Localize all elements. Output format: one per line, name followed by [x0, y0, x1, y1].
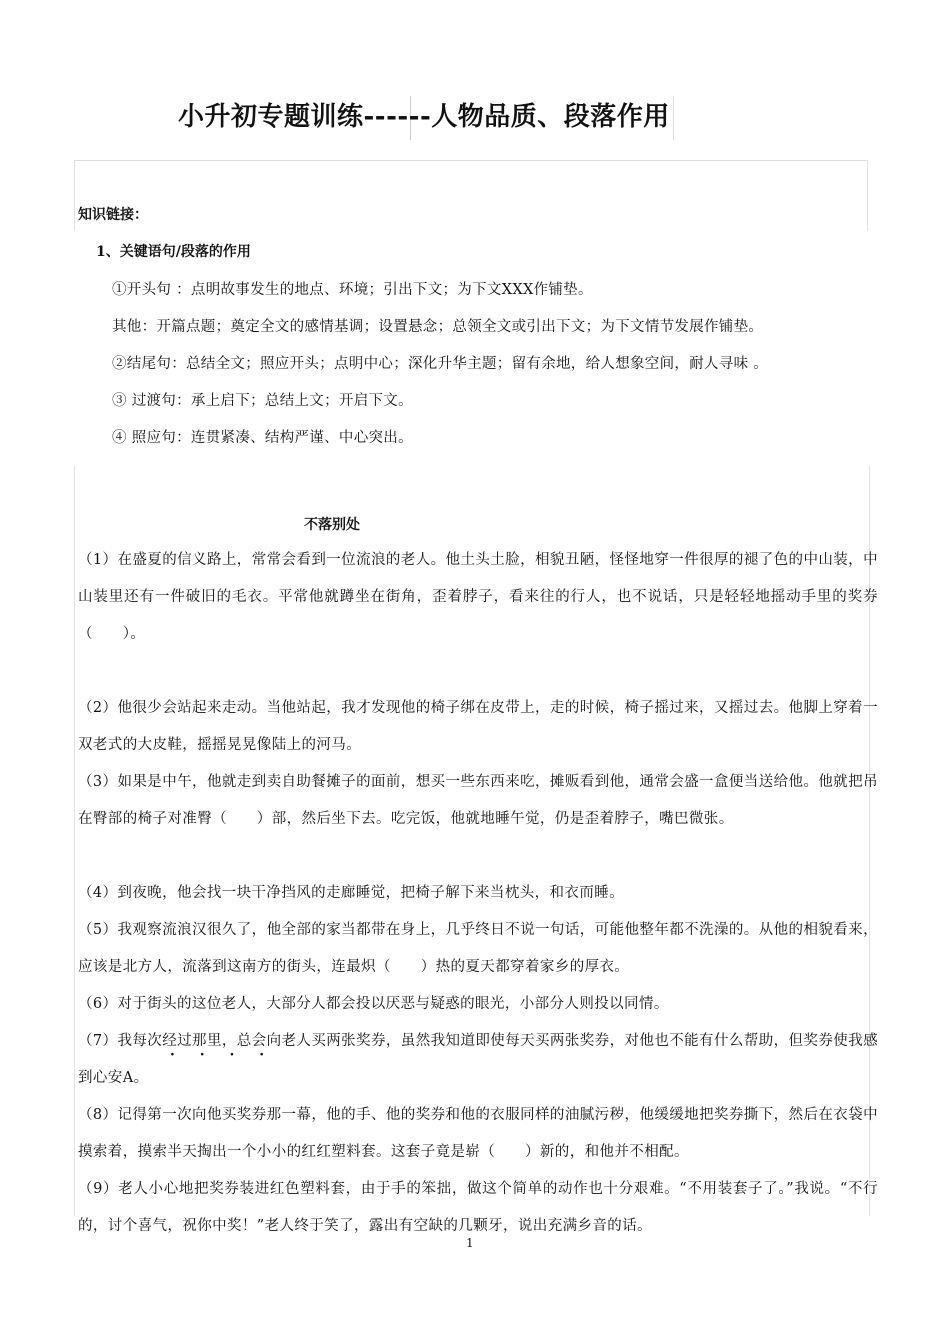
story-paragraph-3: （3）如果是中午，他就走到卖自助餐摊子的面前，想买一些东西来吃，摊贩看到他，通常会盛一盒便当送给他。他就把吊在臀部的椅子对准臀（ ）部，然后坐下去。吃完饭，他就地睡午觉，仍是歪着脖子，嘴巴微张。: [78, 774, 878, 827]
story-paragraph-7: （7）我每次经过那里，总会向老人买两张奖券，虽然我知道即使每天买两张奖券，对他也不能有什么帮助，但奖券使我感到心安A。: [78, 1033, 878, 1086]
knowledge-item-echo: ④ 照应句：连贯紧凑、结构严谨、中心突出。: [112, 430, 413, 446]
story-paragraph-2: （2）他很少会站起来走动。当他站起，我才发现他的椅子绑在皮带上，走的时候，椅子摇过来，又摇过去。他脚上穿着一双老式的大皮鞋，摇摇晃晃像陆上的河马。: [78, 700, 878, 753]
story-paragraph-6: （6）对于街头的这位老人，大部分人都会投以厌恶与疑惑的眼光，小部分人则投以同情。: [78, 996, 669, 1012]
story-paragraph-4: （4）到夜晚，他会找一块干净挡风的走廊睡觉，把椅子解下来当枕头，和衣而睡。: [78, 885, 625, 901]
emphasis-dots: · · · ·: [170, 1047, 275, 1063]
knowledge-heading: 知识链接：: [78, 207, 148, 223]
story-paragraph-8: （8）记得第一次向他买奖券那一幕，他的手、他的奖券和他的衣服同样的油腻污秽，他缓缓地把奖券撕下，然后在衣袋中摸索着，摸索半天掏出一个小小的红红塑料套。这套子竟是崭（ ）新的，和他并不相配。: [78, 1107, 878, 1160]
knowledge-item-ending: ②结尾句：总结全文；照应开头；点明中心；深化升华主题；留有余地，给人想象空间，耐人寻味 。: [112, 356, 769, 372]
knowledge-item-opening: ①开头句 ：点明故事发生的地点、环境；引出下文；为下文XXX作铺垫。: [112, 282, 593, 298]
page-number: 1: [466, 1236, 474, 1250]
knowledge-item-transition: ③ 过渡句：承上启下；总结上文；开启下文。: [112, 393, 413, 409]
story-paragraph-1: （1）在盛夏的信义路上，常常会看到一位流浪的老人。他土头土脸，相貌丑陋，怪怪地穿一件很厚的褪了色的中山装，中山装里还有一件破旧的毛衣。平常他就蹲坐在街角，歪着脖子，看来往的行人，也不说话，只是轻轻地摇动手里的奖券（ ）。: [78, 552, 878, 642]
knowledge-item-other: 其他：开篇点题；奠定全文的感情基调；设置悬念；总领全文或引出下文；为下文情节发展作铺垫。: [112, 319, 764, 335]
page-title: 小升初专题训练------人物品质、段落作用: [178, 102, 670, 132]
knowledge-box-frame: [74, 160, 868, 231]
story-paragraph-5: （5）我观察流浪汉很久了，他全部的家当都带在身上，几乎终日不说一句话，可能他整年都不洗澡的。从他的相貌看来，应该是北方人，流落到这南方的街头，连最炽（ ）热的夏天都穿着家乡的厚衣。: [78, 922, 878, 975]
story-title: 不落别处: [304, 517, 360, 533]
knowledge-subheading: 1、关键语句/段落的作用: [96, 244, 251, 260]
story-paragraph-9: （9）老人小心地把奖券装进红色塑料套，由于手的笨拙，做这个简单的动作也十分艰难。“不用装套子了。”我说。“不行的，讨个喜气，祝你中奖！”老人终于笑了，露出有空缺的几颗牙，说出充满乡音的话。: [78, 1181, 878, 1234]
